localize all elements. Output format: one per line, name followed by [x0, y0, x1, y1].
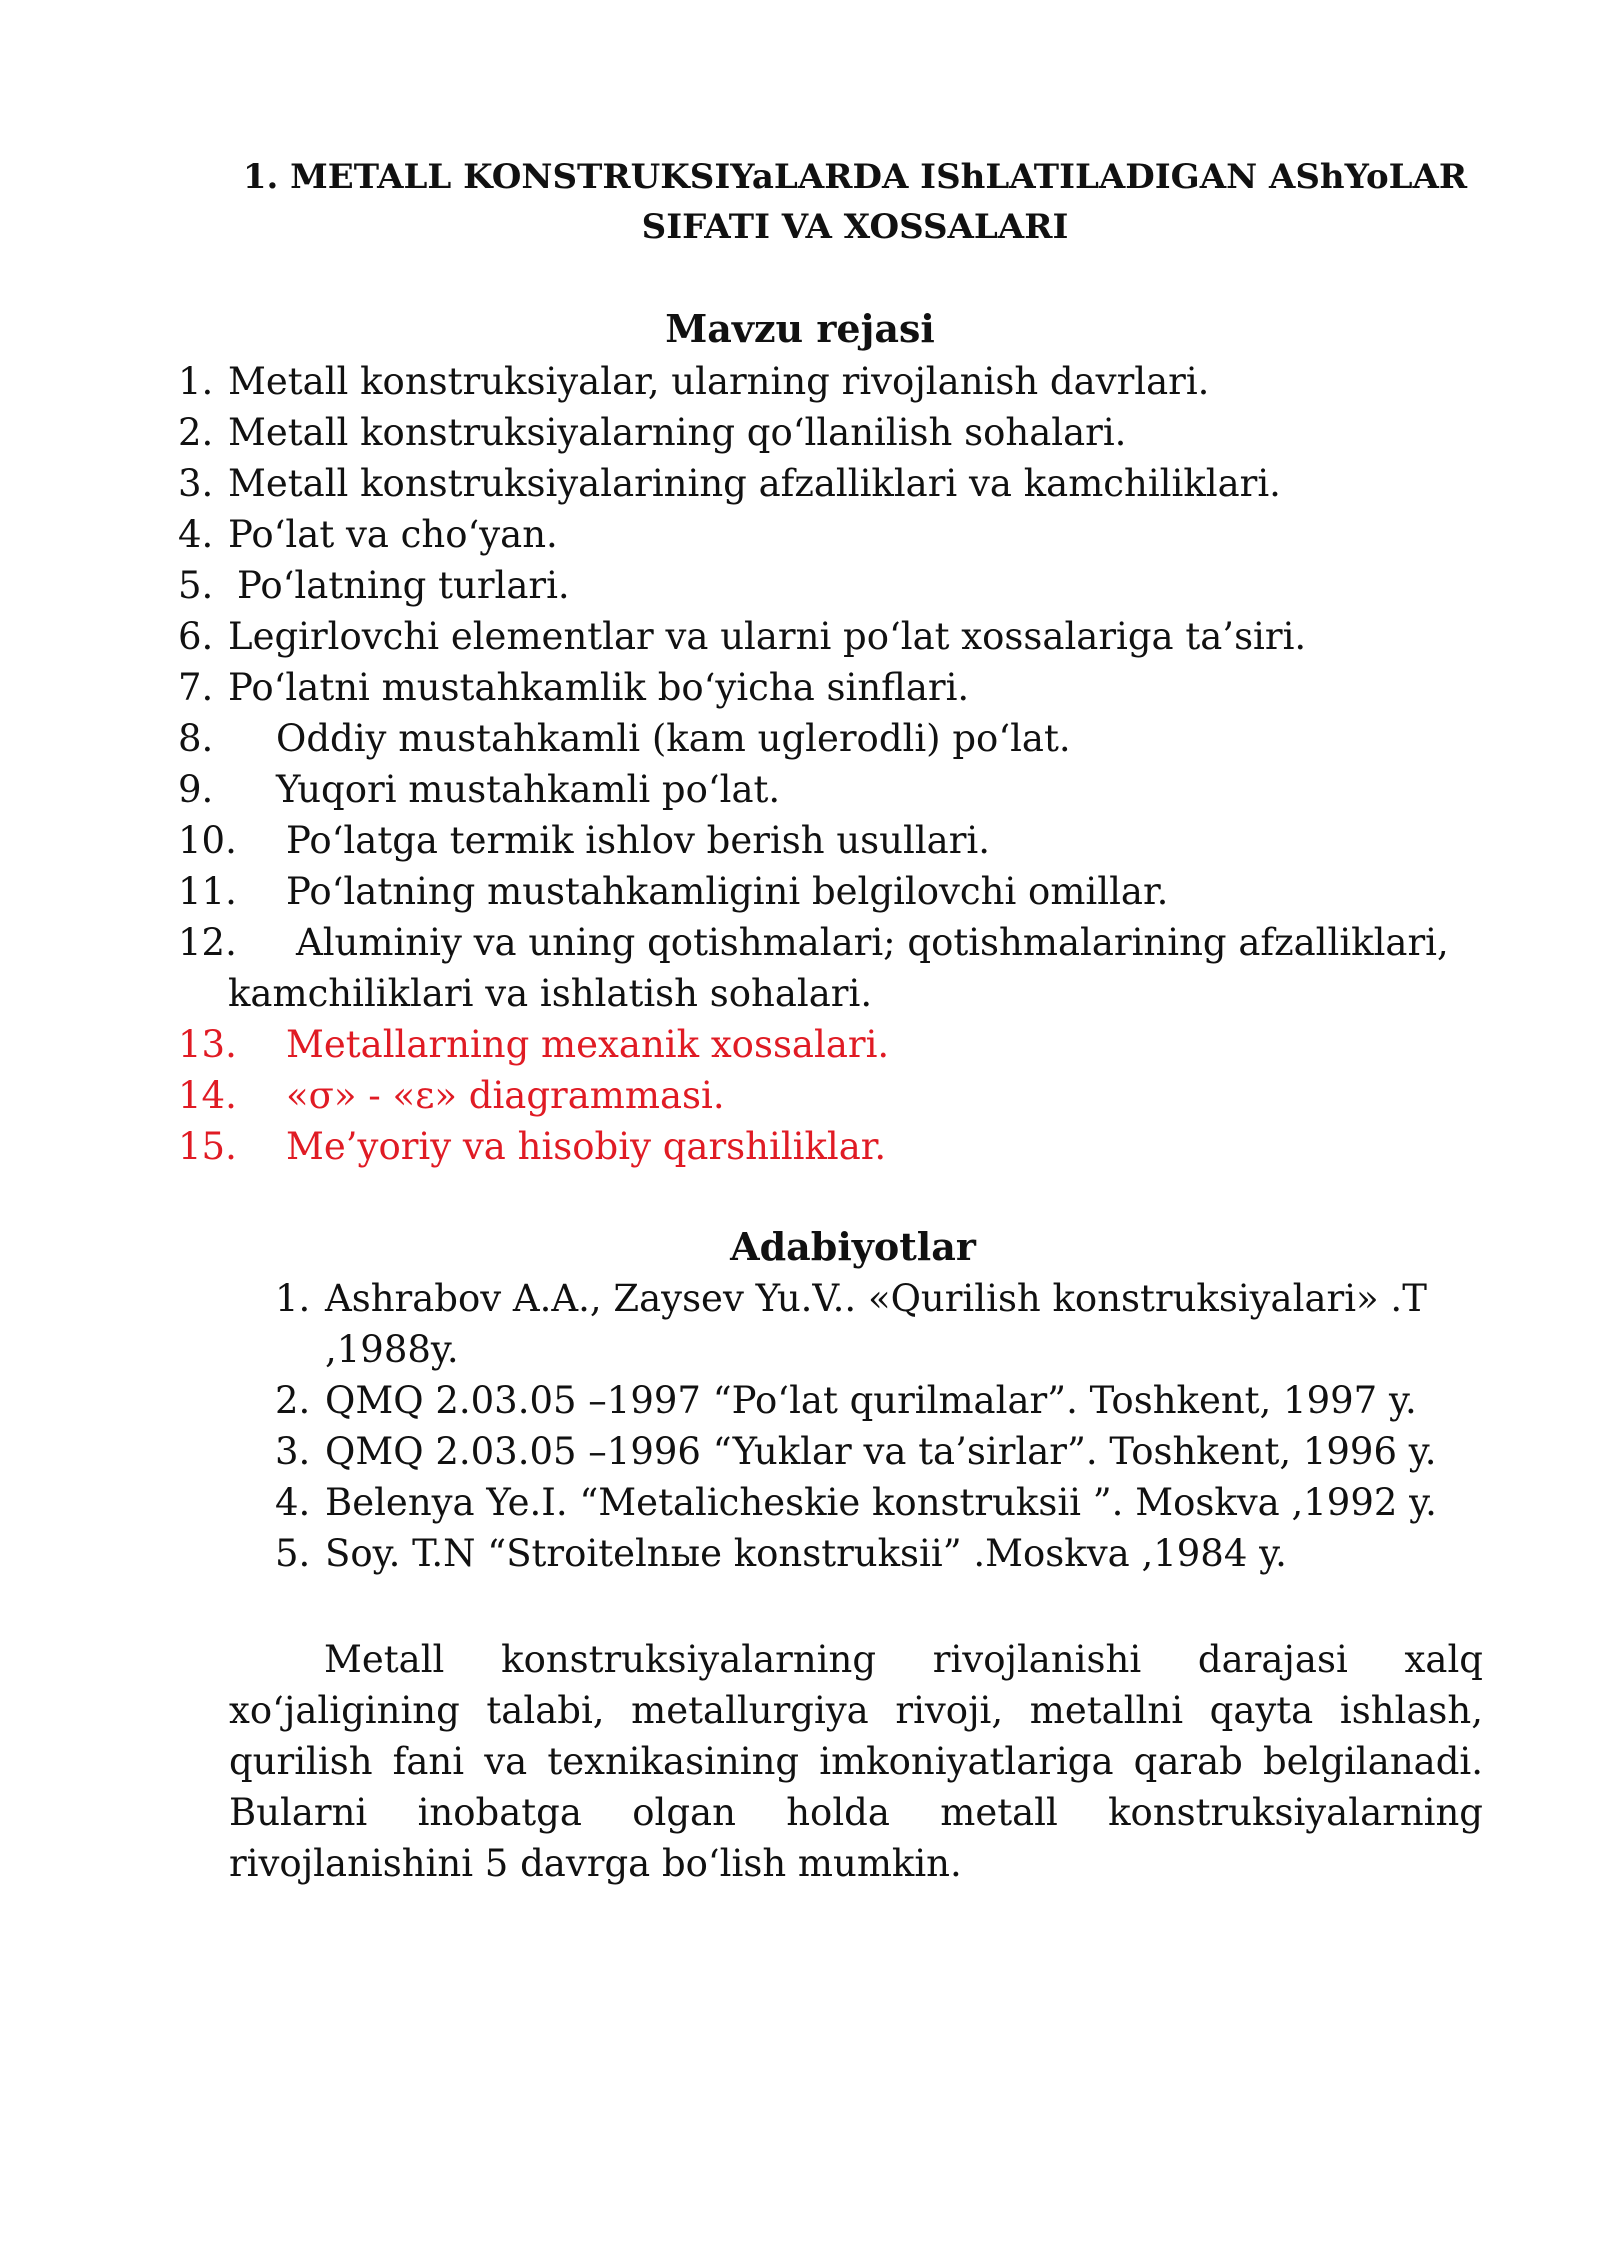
plan-item-text: Po‘latning mustahkamligini belgilovchi omillar.: [286, 870, 1169, 913]
literature-item-number: 4.: [275, 1481, 311, 1524]
chapter-title-line-1: 1. METALL KONSTRUKSIYaLARDA IShLATILADIGAN AShYoLAR: [242, 157, 1468, 197]
plan-item-number: 8.: [178, 717, 214, 760]
literature-item-number: 3.: [275, 1430, 311, 1473]
plan-item-text: Po‘latga termik ishlov berish usullari.: [286, 819, 991, 862]
plan-item-number: 10.: [178, 819, 237, 862]
plan-item-number: 4.: [178, 513, 214, 556]
plan-item-number: 9.: [178, 768, 214, 811]
plan-item-text: Metallarning mexanik xossalari.: [286, 1023, 890, 1066]
literature-heading: Adabiyotlar: [730, 1224, 976, 1269]
plan-item-text: Metall konstruksiyalarning qo‘llanilish sohalari.: [228, 411, 1127, 454]
plan-item-text: Po‘latning turlari.: [237, 564, 570, 607]
literature-item-number: 1.: [275, 1277, 311, 1320]
plan-item-number: 5.: [178, 564, 214, 607]
chapter-title: [230, 152, 1480, 252]
intro-paragraph: Metall konstruksiyalarning rivojlanishi darajasi xalq xo‘jaligining talabi, metallurgiya rivoji, metallni qayta ishlash, qurilish fani va texnikasining imkoniyatlariga qarab belgilanadi. Bularni inobatga olgan holda metall konstruksiyalarning rivojlanishini 5 davrga bo‘lish mumkin.: [229, 1638, 1483, 1885]
plan-item-number: 15.: [178, 1125, 237, 1168]
plan-item-text: Legirlovchi elementlar va ularni po‘lat xossalariga ta’siri.: [228, 615, 1307, 658]
chapter-title-line-2: SIFATI VA XOSSALARI: [641, 207, 1069, 247]
plan-item-text: Metall konstruksiyalar, ularning rivojlanish davrlari.: [228, 360, 1210, 403]
plan-item-text: Oddiy mustahkamli (kam uglerodli) po‘lat.: [276, 717, 1071, 760]
plan-item-text: Aluminiy va uning qotishmalari; qotishmalarining afzalliklari,: [296, 921, 1449, 964]
plan-item-text: Po‘latni mustahkamlik bo‘yicha sinflari.: [228, 666, 970, 709]
plan-item-number: 1.: [178, 360, 214, 403]
plan-item-number: 2.: [178, 411, 214, 454]
literature-item-number: 5.: [275, 1532, 311, 1575]
plan-item-number: 13.: [178, 1023, 237, 1066]
plan-item-text: Yuqori mustahkamli po‘lat.: [276, 768, 781, 811]
literature-item-text: QMQ 2.03.05 –1996 “Yuklar va ta’sirlar”. Toshkent, 1996 y.: [325, 1430, 1437, 1473]
plan-item-number: 7.: [178, 666, 214, 709]
literature-item-text: Soy. T.N “Stroitelnыe konstruksii” .Moskva ,1984 y.: [325, 1532, 1287, 1575]
plan-item-number: 3.: [178, 462, 214, 505]
plan-item-number: 6.: [178, 615, 214, 658]
plan-item-continuation: kamchiliklari va ishlatish sohalari.: [228, 972, 873, 1015]
plan-item-text: Me’yoriy va hisobiy qarshiliklar.: [286, 1125, 887, 1168]
literature-item-continuation: ,1988y.: [325, 1328, 459, 1371]
literature-item-text: QMQ 2.03.05 –1997 “Po‘lat qurilmalar”. Toshkent, 1997 y.: [325, 1379, 1417, 1422]
plan-item-text: «σ» - «ε» diagrammasi.: [286, 1074, 725, 1117]
plan-heading: Mavzu rejasi: [665, 306, 935, 351]
literature-item-text: Belenya Ye.I. “Metalicheskie konstruksii ”. Moskva ,1992 y.: [325, 1481, 1437, 1524]
literature-item-text: Ashrabov A.A., Zaysev Yu.V.. «Qurilish konstruksiyalari» .T: [325, 1277, 1427, 1320]
plan-item-number: 11.: [178, 870, 237, 913]
plan-item-number: 12.: [178, 921, 237, 964]
plan-item-text: Metall konstruksiyalarining afzalliklari va kamchiliklari.: [228, 462, 1281, 505]
plan-item-text: Po‘lat va cho‘yan.: [228, 513, 558, 556]
plan-item-number: 14.: [178, 1074, 237, 1117]
literature-item-number: 2.: [275, 1379, 311, 1422]
